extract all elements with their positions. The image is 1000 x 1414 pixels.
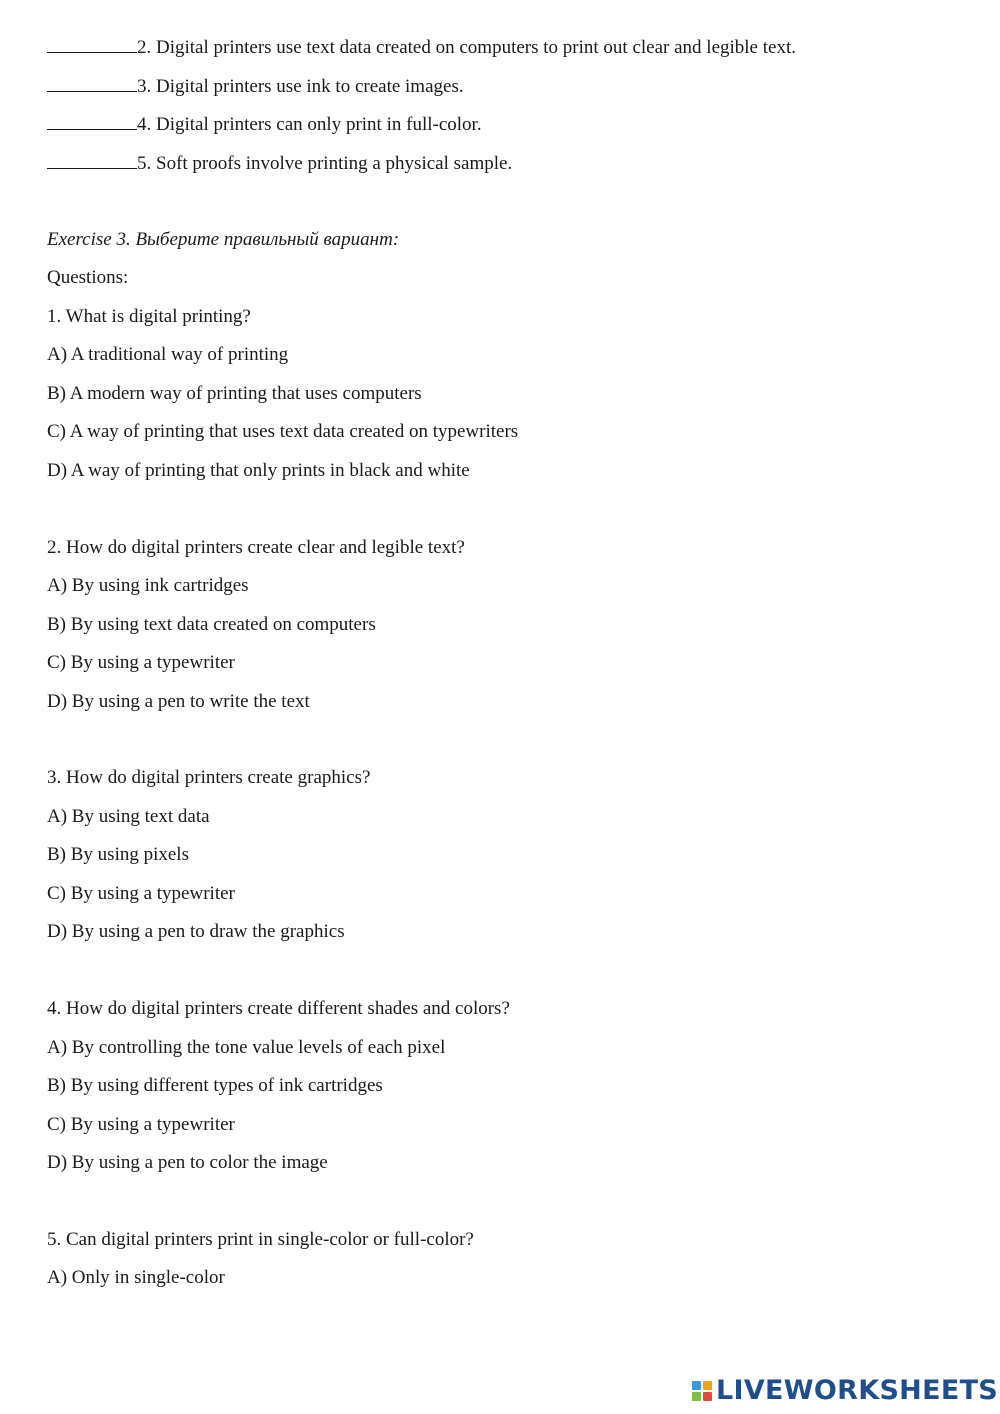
answer-option[interactable]: C) By using a typewriter xyxy=(47,652,235,673)
answer-option[interactable]: A) Only in single-color xyxy=(47,1267,225,1288)
answer-option[interactable]: D) By using a pen to write the text xyxy=(47,691,310,712)
tf-statement: 3. Digital printers use ink to create images. xyxy=(137,76,464,97)
tf-statement: 4. Digital printers can only print in full-color. xyxy=(137,114,482,135)
liveworksheets-logo xyxy=(692,1376,998,1406)
answer-option[interactable]: C) By using a typewriter xyxy=(47,1114,235,1135)
answer-blank[interactable] xyxy=(47,35,137,53)
answer-option[interactable]: D) A way of printing that only prints in black and white xyxy=(47,460,470,481)
tf-statement: 2. Digital printers use text data created on computers to print out clear and legible text. xyxy=(137,37,796,58)
answer-option[interactable]: A) By using ink cartridges xyxy=(47,575,249,596)
question-text: 5. Can digital printers print in single-color or full-color? xyxy=(47,1229,474,1250)
logo-grid-icon xyxy=(692,1381,712,1401)
logo-text: LIVEWORKSHEETS xyxy=(716,1375,999,1406)
answer-option[interactable]: A) A traditional way of printing xyxy=(47,344,289,365)
answer-blank[interactable] xyxy=(47,151,137,169)
answer-option[interactable]: D) By using a pen to draw the graphics xyxy=(47,921,345,942)
answer-blank[interactable] xyxy=(47,74,137,92)
answer-option[interactable]: B) By using text data created on computers xyxy=(47,614,376,635)
answer-option[interactable]: A) By using text data xyxy=(47,806,210,827)
answer-option[interactable]: B) By using pixels xyxy=(47,844,189,865)
tf-item xyxy=(47,35,796,60)
answer-option[interactable]: C) By using a typewriter xyxy=(47,883,235,904)
answer-option[interactable]: C) A way of printing that uses text data created on typewriters xyxy=(47,421,519,442)
logo-square xyxy=(703,1392,712,1401)
questions-label: Questions: xyxy=(47,267,129,288)
tf-item xyxy=(47,151,512,176)
question-text: 1. What is digital printing? xyxy=(47,306,251,327)
logo-square xyxy=(692,1392,701,1401)
tf-statement: 5. Soft proofs involve printing a physical sample. xyxy=(137,153,513,174)
tf-item xyxy=(47,74,464,99)
answer-blank[interactable] xyxy=(47,112,137,130)
exercise-title: Exercise 3. Выберите правильный вариант: xyxy=(47,229,400,250)
answer-option[interactable]: A) By controlling the tone value levels of each pixel xyxy=(47,1037,446,1058)
tf-item xyxy=(47,112,482,137)
answer-option[interactable]: D) By using a pen to color the image xyxy=(47,1152,328,1173)
logo-square xyxy=(703,1381,712,1390)
question-text: 4. How do digital printers create different shades and colors? xyxy=(47,998,510,1019)
answer-option[interactable]: B) By using different types of ink cartridges xyxy=(47,1075,383,1096)
question-text: 2. How do digital printers create clear and legible text? xyxy=(47,537,465,558)
answer-option[interactable]: B) A modern way of printing that uses computers xyxy=(47,383,422,404)
question-text: 3. How do digital printers create graphics? xyxy=(47,767,371,788)
logo-square xyxy=(692,1381,701,1390)
